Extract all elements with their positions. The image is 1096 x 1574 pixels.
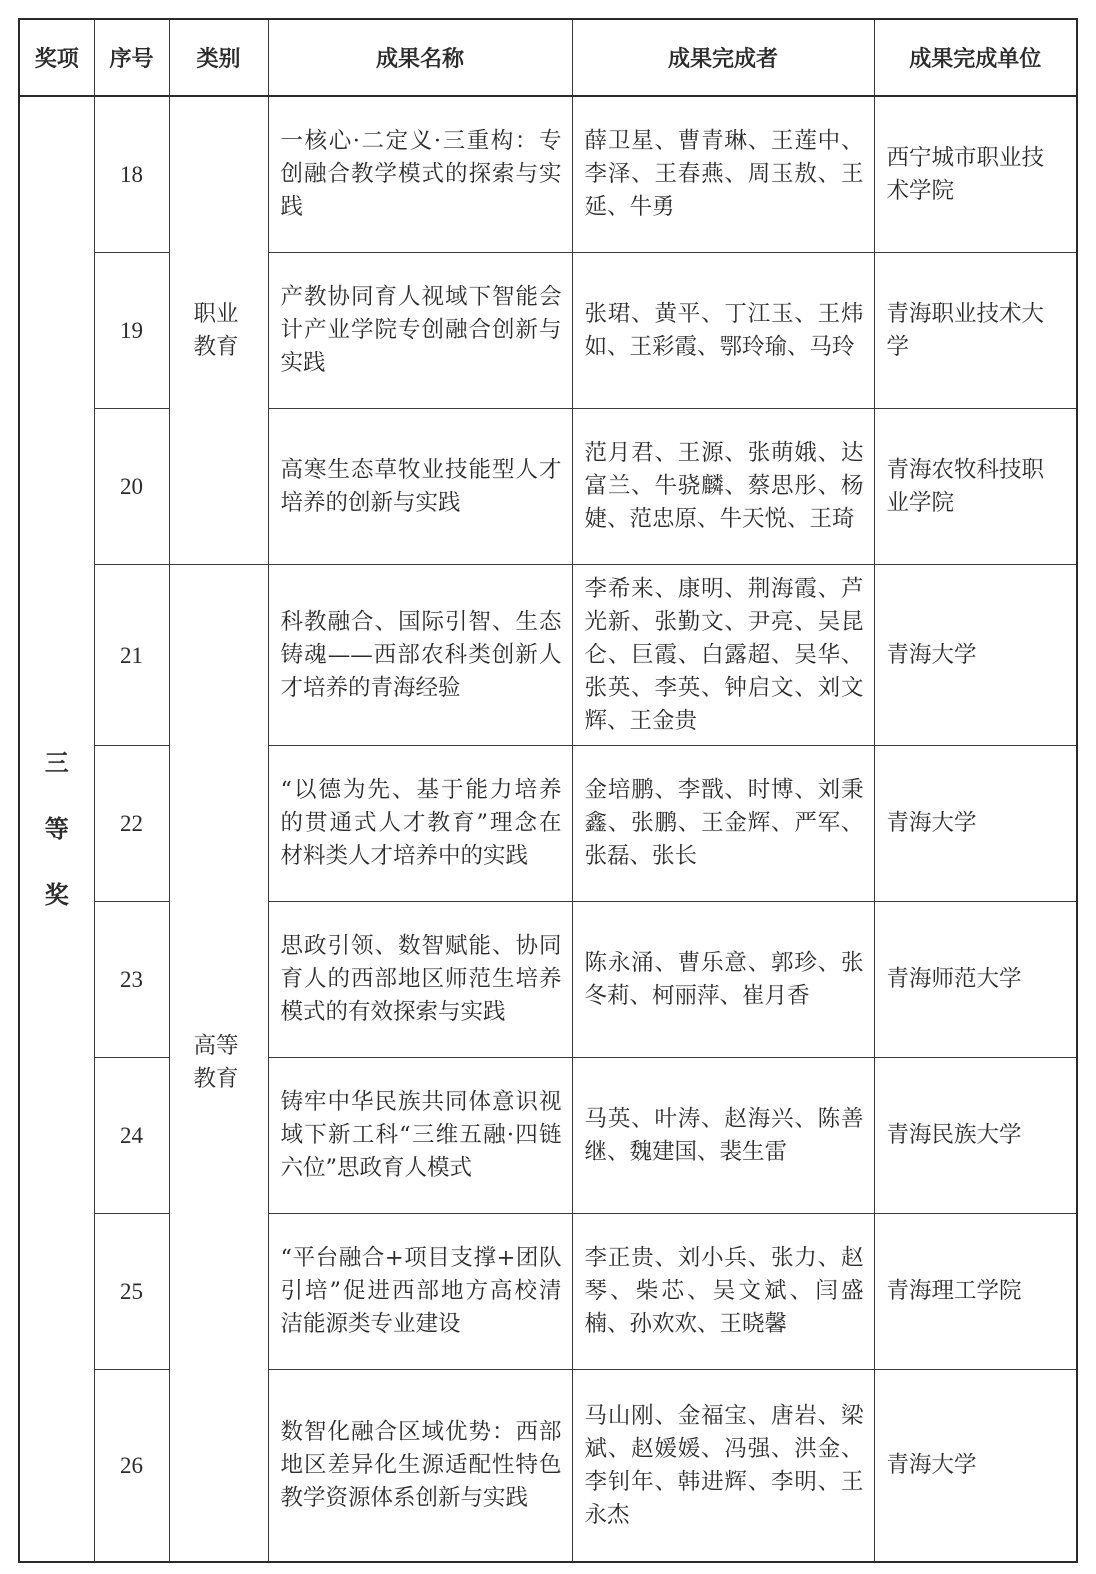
row-number: 26 — [94, 1370, 169, 1563]
header-title: 成果名称 — [268, 19, 572, 96]
achievement-title: 科教融合、国际引智、生态铸魂——西部农科类创新人才培养的青海经验 — [268, 565, 572, 746]
achievement-title: “以德为先、基于能力培养的贯通式人才教育”理念在材料类人才培养中的实践 — [268, 746, 572, 902]
header-unit: 成果完成单位 — [874, 19, 1077, 96]
achievement-title: 思政引领、数智赋能、协同育人的西部地区师范生培养模式的有效探索与实践 — [268, 902, 572, 1058]
header-award: 奖项 — [19, 19, 94, 96]
row-number: 24 — [94, 1058, 169, 1214]
achievement-unit: 青海民族大学 — [874, 1058, 1077, 1214]
achievement-unit: 青海职业技术大学 — [874, 253, 1077, 409]
header-category: 类别 — [169, 19, 268, 96]
award-table-page — [18, 18, 1076, 1563]
achievement-unit: 西宁城市职业技术学院 — [874, 96, 1077, 253]
achievement-authors: 马山刚、金福宝、唐岩、梁斌、赵媛媛、冯强、洪金、李钊年、韩进辉、李明、王永杰 — [572, 1370, 874, 1563]
achievement-title: 数智化融合区域优势：西部地区差异化生源适配性特色教学资源体系创新与实践 — [268, 1370, 572, 1563]
achievement-title: 铸牢中华民族共同体意识视域下新工科“三维五融·四链六位”思政育人模式 — [268, 1058, 572, 1214]
achievement-unit: 青海大学 — [874, 565, 1077, 746]
table-row — [19, 565, 1077, 746]
award-level-cell — [19, 96, 94, 1562]
achievement-authors: 金培鹏、李戬、时博、刘秉鑫、张鹏、王金辉、严军、张磊、张长 — [572, 746, 874, 902]
achievement-title: 高寒生态草牧业技能型人才培养的创新与实践 — [268, 409, 572, 565]
row-number: 20 — [94, 409, 169, 565]
achievement-unit: 青海农牧科技职业学院 — [874, 409, 1077, 565]
achievement-authors: 马英、叶涛、赵海兴、陈善继、魏建国、裴生雷 — [572, 1058, 874, 1214]
row-number: 21 — [94, 565, 169, 746]
achievement-authors: 范月君、王源、张萌娥、达富兰、牛骁麟、蔡思彤、杨婕、范忠原、牛天悦、王琦 — [572, 409, 874, 565]
achievement-unit: 青海大学 — [874, 1370, 1077, 1563]
achievement-authors: 陈永涌、曹乐意、郭珍、张冬莉、柯丽萍、崔月香 — [572, 902, 874, 1058]
category-higher: 高等教育 — [193, 1033, 239, 1092]
header-no: 序号 — [94, 19, 169, 96]
achievement-title: 产教协同育人视域下智能会计产业学院专创融合创新与实践 — [268, 253, 572, 409]
achievement-authors: 李希来、康明、荆海霞、芦光新、张勤文、尹亮、吴昆仑、巨霞、白露超、吴华、张英、李英、钟启文、刘文辉、王金贵 — [572, 565, 874, 746]
achievement-unit: 青海大学 — [874, 746, 1077, 902]
header-authors: 成果完成者 — [572, 19, 874, 96]
row-number: 19 — [94, 253, 169, 409]
achievement-title: “平台融合+项目支撑+团队引培”促进西部地方高校清洁能源类专业建设 — [268, 1214, 572, 1370]
row-number: 22 — [94, 746, 169, 902]
row-number: 18 — [94, 96, 169, 253]
achievement-unit: 青海理工学院 — [874, 1214, 1077, 1370]
category-cell-vocational — [169, 96, 268, 565]
header-row — [19, 19, 1077, 96]
achievement-authors: 李正贵、刘小兵、张力、赵琴、柴芯、吴文斌、闫盛楠、孙欢欢、王晓馨 — [572, 1214, 874, 1370]
achievement-authors: 张珺、黄平、丁江玉、王炜如、王彩霞、鄂玲瑜、马玲 — [572, 253, 874, 409]
award-table — [18, 18, 1078, 1563]
achievement-unit: 青海师范大学 — [874, 902, 1077, 1058]
achievement-title: 一核心·二定义·三重构：专创融合教学模式的探索与实践 — [268, 96, 572, 253]
row-number: 23 — [94, 902, 169, 1058]
category-vocational: 职业教育 — [193, 300, 239, 360]
category-cell-higher — [169, 565, 268, 1563]
achievement-authors: 薛卫星、曹青琳、王莲中、李泽、王春燕、周玉敖、王延、牛勇 — [572, 96, 874, 253]
row-number: 25 — [94, 1214, 169, 1370]
table-row — [19, 96, 1077, 253]
award-level: 三等奖 — [44, 749, 69, 909]
